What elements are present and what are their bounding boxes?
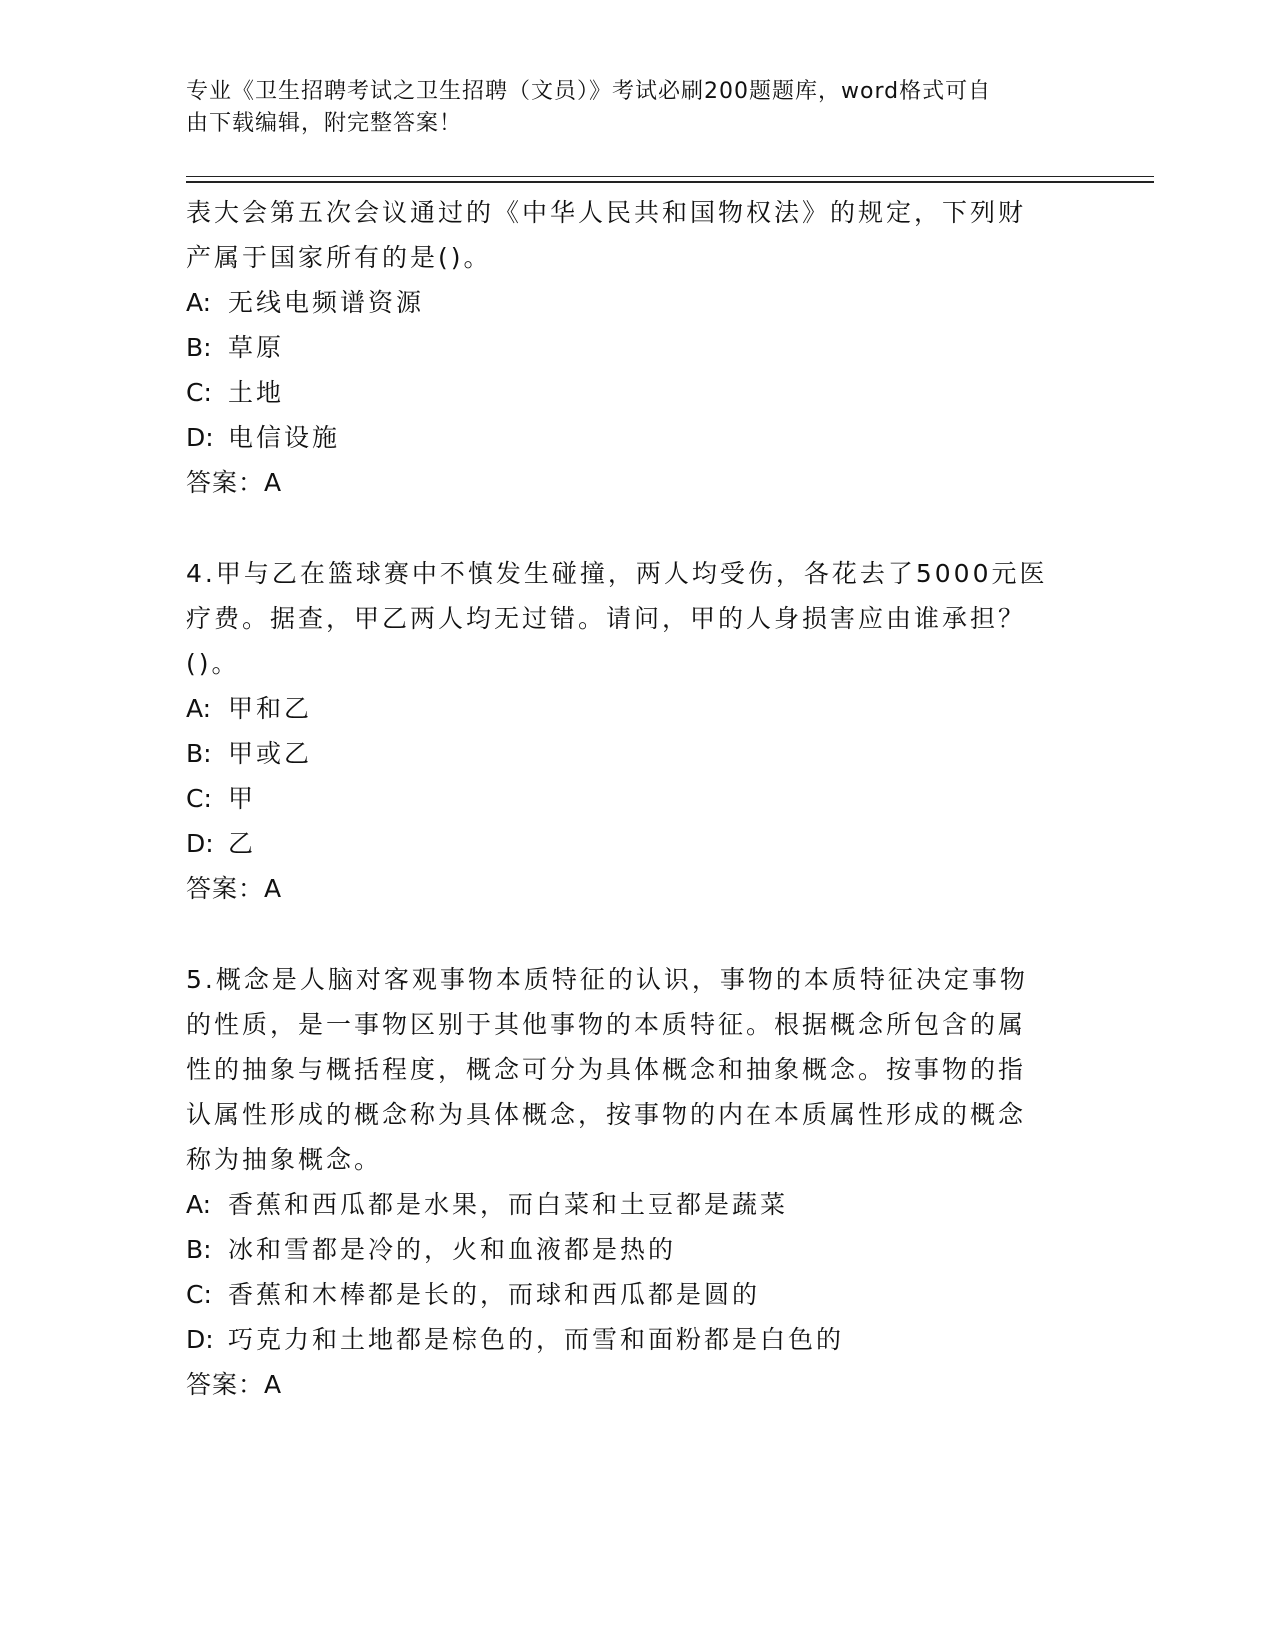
option-c — [186, 1272, 1066, 1317]
question-stem-line: 性的抽象与概括程度，概念可分为具体概念和抽象概念。按事物的指 — [186, 1055, 1027, 1084]
question-stem-line: 产属于国家所有的是()。 — [186, 243, 492, 272]
option-d — [186, 821, 1066, 866]
header-line-1: 专业《卫生招聘考试之卫生招聘（文员）》考试必刷200题题库，word格式可自 — [186, 79, 992, 104]
question-stem-line: 疗费。据查，甲乙两人均无过错。请问，甲的人身损害应由谁承担？ — [186, 604, 1027, 633]
question-block — [186, 190, 1066, 505]
option-key: B: — [186, 333, 212, 362]
option-key: A: — [186, 288, 212, 317]
option-text: 土地 — [228, 378, 285, 407]
option-key: C: — [186, 378, 212, 407]
option-b — [186, 1227, 1066, 1272]
option-key: C: — [186, 784, 212, 813]
option-text: 无线电频谱资源 — [228, 288, 425, 317]
question-stem-line: ()。 — [186, 649, 240, 678]
header-divider-thick — [186, 181, 1154, 183]
option-text: 甲或乙 — [228, 739, 313, 768]
option-a — [186, 280, 1066, 325]
spacer — [186, 505, 1066, 551]
answer-line: 答案：A — [186, 1370, 283, 1399]
answer-line: 答案：A — [186, 874, 283, 903]
option-key: D: — [186, 1325, 214, 1354]
question-stem-line: 4.甲与乙在篮球赛中不慎发生碰撞，两人均受伤，各花去了5000元医 — [186, 559, 1048, 588]
option-c — [186, 776, 1066, 821]
option-c — [186, 370, 1066, 415]
option-d — [186, 1317, 1066, 1362]
question-block — [186, 551, 1066, 911]
question-stem-line: 的性质，是一事物区别于其他事物的本质特征。根据概念所包含的属 — [186, 1010, 1027, 1039]
spacer — [186, 911, 1066, 957]
option-text: 香蕉和木棒都是长的，而球和西瓜都是圆的 — [228, 1280, 761, 1309]
option-key: B: — [186, 1235, 212, 1264]
question-stem-line: 称为抽象概念。 — [186, 1145, 383, 1174]
question-stem-line: 5.概念是人脑对客观事物本质特征的认识，事物的本质特征决定事物 — [186, 965, 1028, 994]
option-b — [186, 731, 1066, 776]
option-key: A: — [186, 694, 212, 723]
option-text: 甲 — [228, 784, 257, 813]
option-text: 乙 — [228, 829, 257, 858]
question-stem-line: 认属性形成的概念称为具体概念，按事物的内在本质属性形成的概念 — [186, 1100, 1027, 1129]
option-text: 香蕉和西瓜都是水果，而白菜和土豆都是蔬菜 — [228, 1190, 789, 1219]
option-key: D: — [186, 423, 214, 452]
option-text: 甲和乙 — [228, 694, 313, 723]
option-d — [186, 415, 1066, 460]
question-list — [186, 190, 1066, 1407]
option-a — [186, 686, 1066, 731]
option-key: C: — [186, 1280, 212, 1309]
option-text: 冰和雪都是冷的，火和血液都是热的 — [228, 1235, 677, 1264]
option-key: B: — [186, 739, 212, 768]
document-header — [186, 76, 1066, 140]
option-a — [186, 1182, 1066, 1227]
option-b — [186, 325, 1066, 370]
option-text: 电信设施 — [228, 423, 341, 452]
question-block — [186, 957, 1066, 1407]
option-text: 草原 — [228, 333, 285, 362]
option-key: D: — [186, 829, 214, 858]
header-divider-thin — [186, 176, 1154, 177]
question-stem-line: 表大会第五次会议通过的《中华人民共和国物权法》的规定，下列财 — [186, 198, 1027, 227]
option-key: A: — [186, 1190, 212, 1219]
answer-line: 答案：A — [186, 468, 283, 497]
header-line-2: 由下载编辑，附完整答案！ — [186, 111, 463, 136]
option-text: 巧克力和土地都是棕色的，而雪和面粉都是白色的 — [228, 1325, 845, 1354]
